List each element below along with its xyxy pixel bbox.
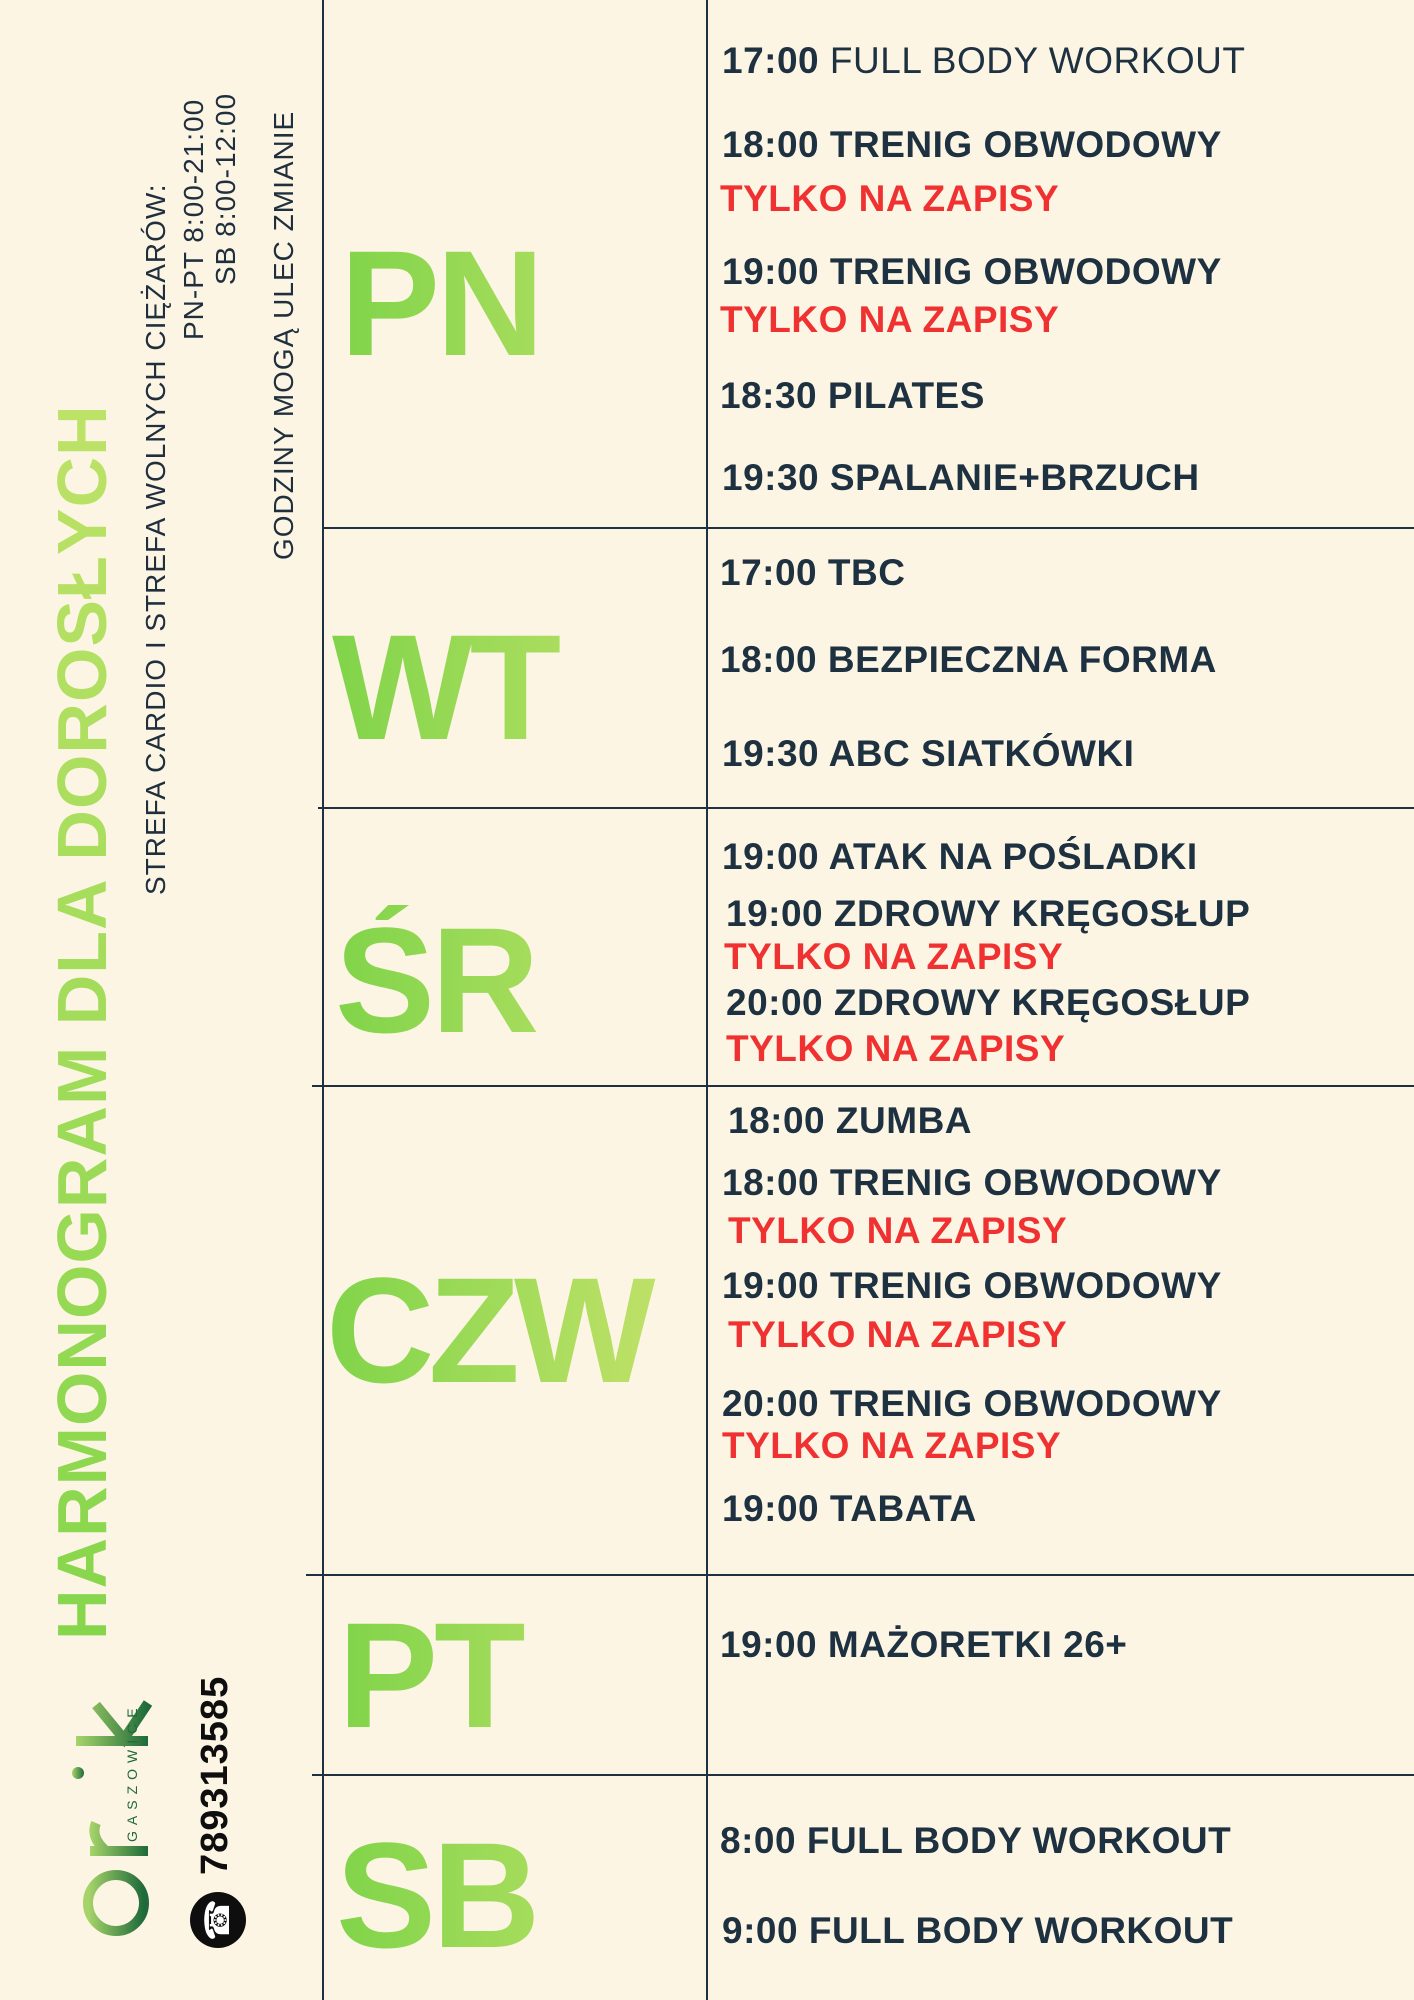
class-entry: 8:00 FULL BODY WORKOUT [720, 1820, 1232, 1861]
class-entry: 19:00 ZDROWY KRĘGOSŁUP [726, 893, 1251, 934]
class-entry: 19:00 ATAK NA POŚLADKI [722, 836, 1198, 877]
logo-text: GASZOWICE [124, 1702, 140, 1842]
gym-zones-info: STREFA CARDIO I STREFA WOLNYCH CIĘŻARÓW: [140, 183, 171, 895]
weekday-hours: PN-PT 8:00-21:00 [178, 98, 209, 340]
grid-left-border [322, 0, 324, 2000]
signup-note: TYLKO NA ZAPISY [728, 1314, 1068, 1355]
row-separator [312, 1085, 1414, 1087]
day-label-sr: ŚR [335, 905, 745, 1055]
class-entry: 19:30 ABC SIATKÓWKI [722, 733, 1135, 774]
signup-note: TYLKO NA ZAPISY [722, 1425, 1062, 1466]
hours-disclaimer: GODZINY MOGĄ ULEC ZMIANIE [268, 110, 299, 560]
class-entry: 19:00 TABATA [722, 1488, 977, 1529]
phone-icon: ☎ [190, 1892, 246, 1948]
orlik-logo [62, 1662, 180, 1942]
day-label-czw: CZW [326, 1255, 736, 1405]
row-separator [312, 1774, 1414, 1776]
signup-note: TYLKO NA ZAPISY [728, 1210, 1068, 1251]
class-entry: 18:30 PILATES [720, 375, 985, 416]
class-entry: 17:00 TBC [720, 552, 906, 593]
saturday-hours: SB 8:00-12:00 [210, 92, 241, 285]
class-entry: 18:00 BEZPIECZNA FORMA [720, 639, 1217, 680]
class-entry: 17:00 FULL BODY WORKOUT [722, 40, 1246, 81]
signup-note: TYLKO NA ZAPISY [724, 936, 1064, 977]
day-label-pt: PT [338, 1600, 748, 1750]
class-entry: 19:00 MAŻORETKI 26+ [720, 1624, 1128, 1665]
row-separator [306, 1574, 1414, 1576]
class-entry: 18:00 TRENIG OBWODOWY [722, 1162, 1222, 1203]
sidebar [0, 0, 300, 2000]
day-label-pn: PN [340, 228, 750, 378]
signup-note: TYLKO NA ZAPISY [720, 299, 1060, 340]
class-entry: 19:30 SPALANIE+BRZUCH [722, 457, 1200, 498]
signup-note: TYLKO NA ZAPISY [726, 1028, 1066, 1069]
day-label-sb: SB [336, 1820, 746, 1970]
page-title: HARMONOGRAM DLA DOROSŁYCH [43, 404, 121, 1640]
signup-note: TYLKO NA ZAPISY [720, 178, 1060, 219]
row-separator [318, 807, 1414, 809]
class-entry: 18:00 TRENIG OBWODOWY [722, 124, 1222, 165]
class-entry: 19:00 TRENIG OBWODOWY [722, 251, 1222, 292]
class-entry: 20:00 ZDROWY KRĘGOSŁUP [726, 982, 1251, 1023]
phone-number[interactable]: 789313585 [194, 1675, 236, 1875]
class-entry: 20:00 TRENIG OBWODOWY [722, 1383, 1222, 1424]
day-label-wt: WT [332, 612, 742, 762]
class-entry: 18:00 ZUMBA [728, 1100, 973, 1141]
row-separator [322, 527, 1414, 529]
class-entry: 9:00 FULL BODY WORKOUT [722, 1910, 1234, 1951]
class-entry: 19:00 TRENIG OBWODOWY [722, 1265, 1222, 1306]
